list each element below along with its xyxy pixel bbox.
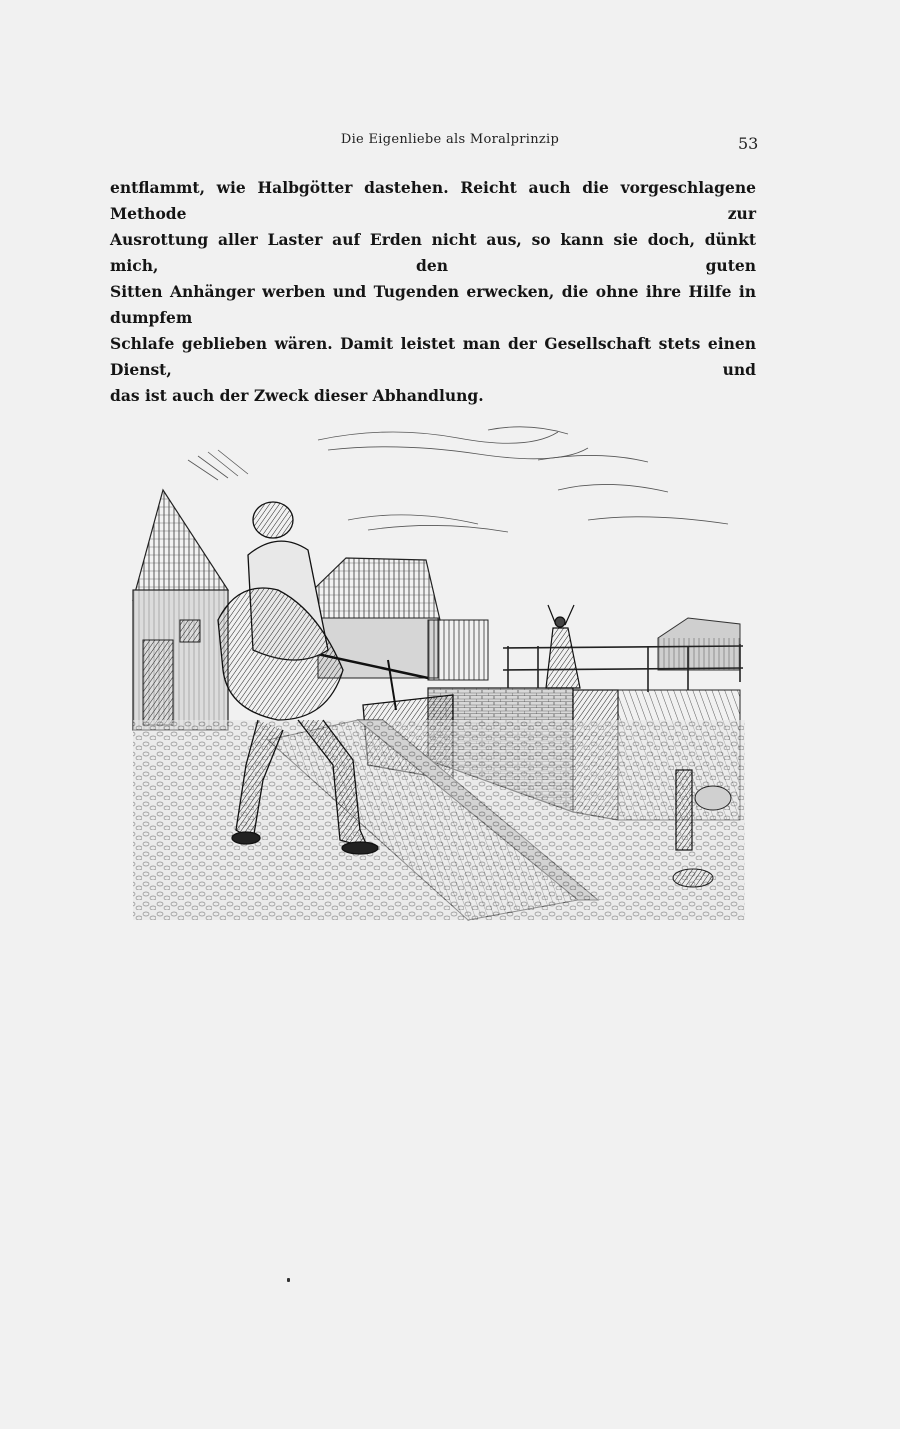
- distant-warehouse: [658, 618, 740, 670]
- text-line: das ist auch der Zweck dieser Abhandlung.: [110, 386, 484, 405]
- running-title: Die Eigenliebe als Moralprinzip: [340, 132, 560, 147]
- text-line: Ausrottung aller Laster auf Erden nicht aus, so kann sie doch, dünkt mich, den guten: [110, 230, 756, 275]
- text-line: Schlafe geblieben wären. Damit leistet man der Gesellschaft stets einen Dienst, und: [110, 334, 756, 379]
- engraving-drawing: [128, 420, 750, 924]
- washed-cloth: [695, 786, 731, 810]
- distant-figure: [546, 605, 580, 688]
- text-line: entflammt, wie Halbgötter dastehen. Reicht auch die vorgeschlagene Methode zur: [110, 178, 756, 223]
- page-number: 53: [738, 134, 759, 153]
- body-paragraph: [110, 175, 756, 409]
- left-house: [133, 490, 228, 730]
- paper-speck: [287, 1278, 290, 1282]
- engraving-illustration: [128, 420, 750, 924]
- cobblestone-ground: [133, 720, 745, 920]
- text-line: Sitten Anhänger werben und Tugenden erwecken, die ohne ihre Hilfe in dumpfem: [110, 282, 756, 327]
- bundle-on-ground: [673, 869, 713, 887]
- mooring-post: [676, 770, 692, 850]
